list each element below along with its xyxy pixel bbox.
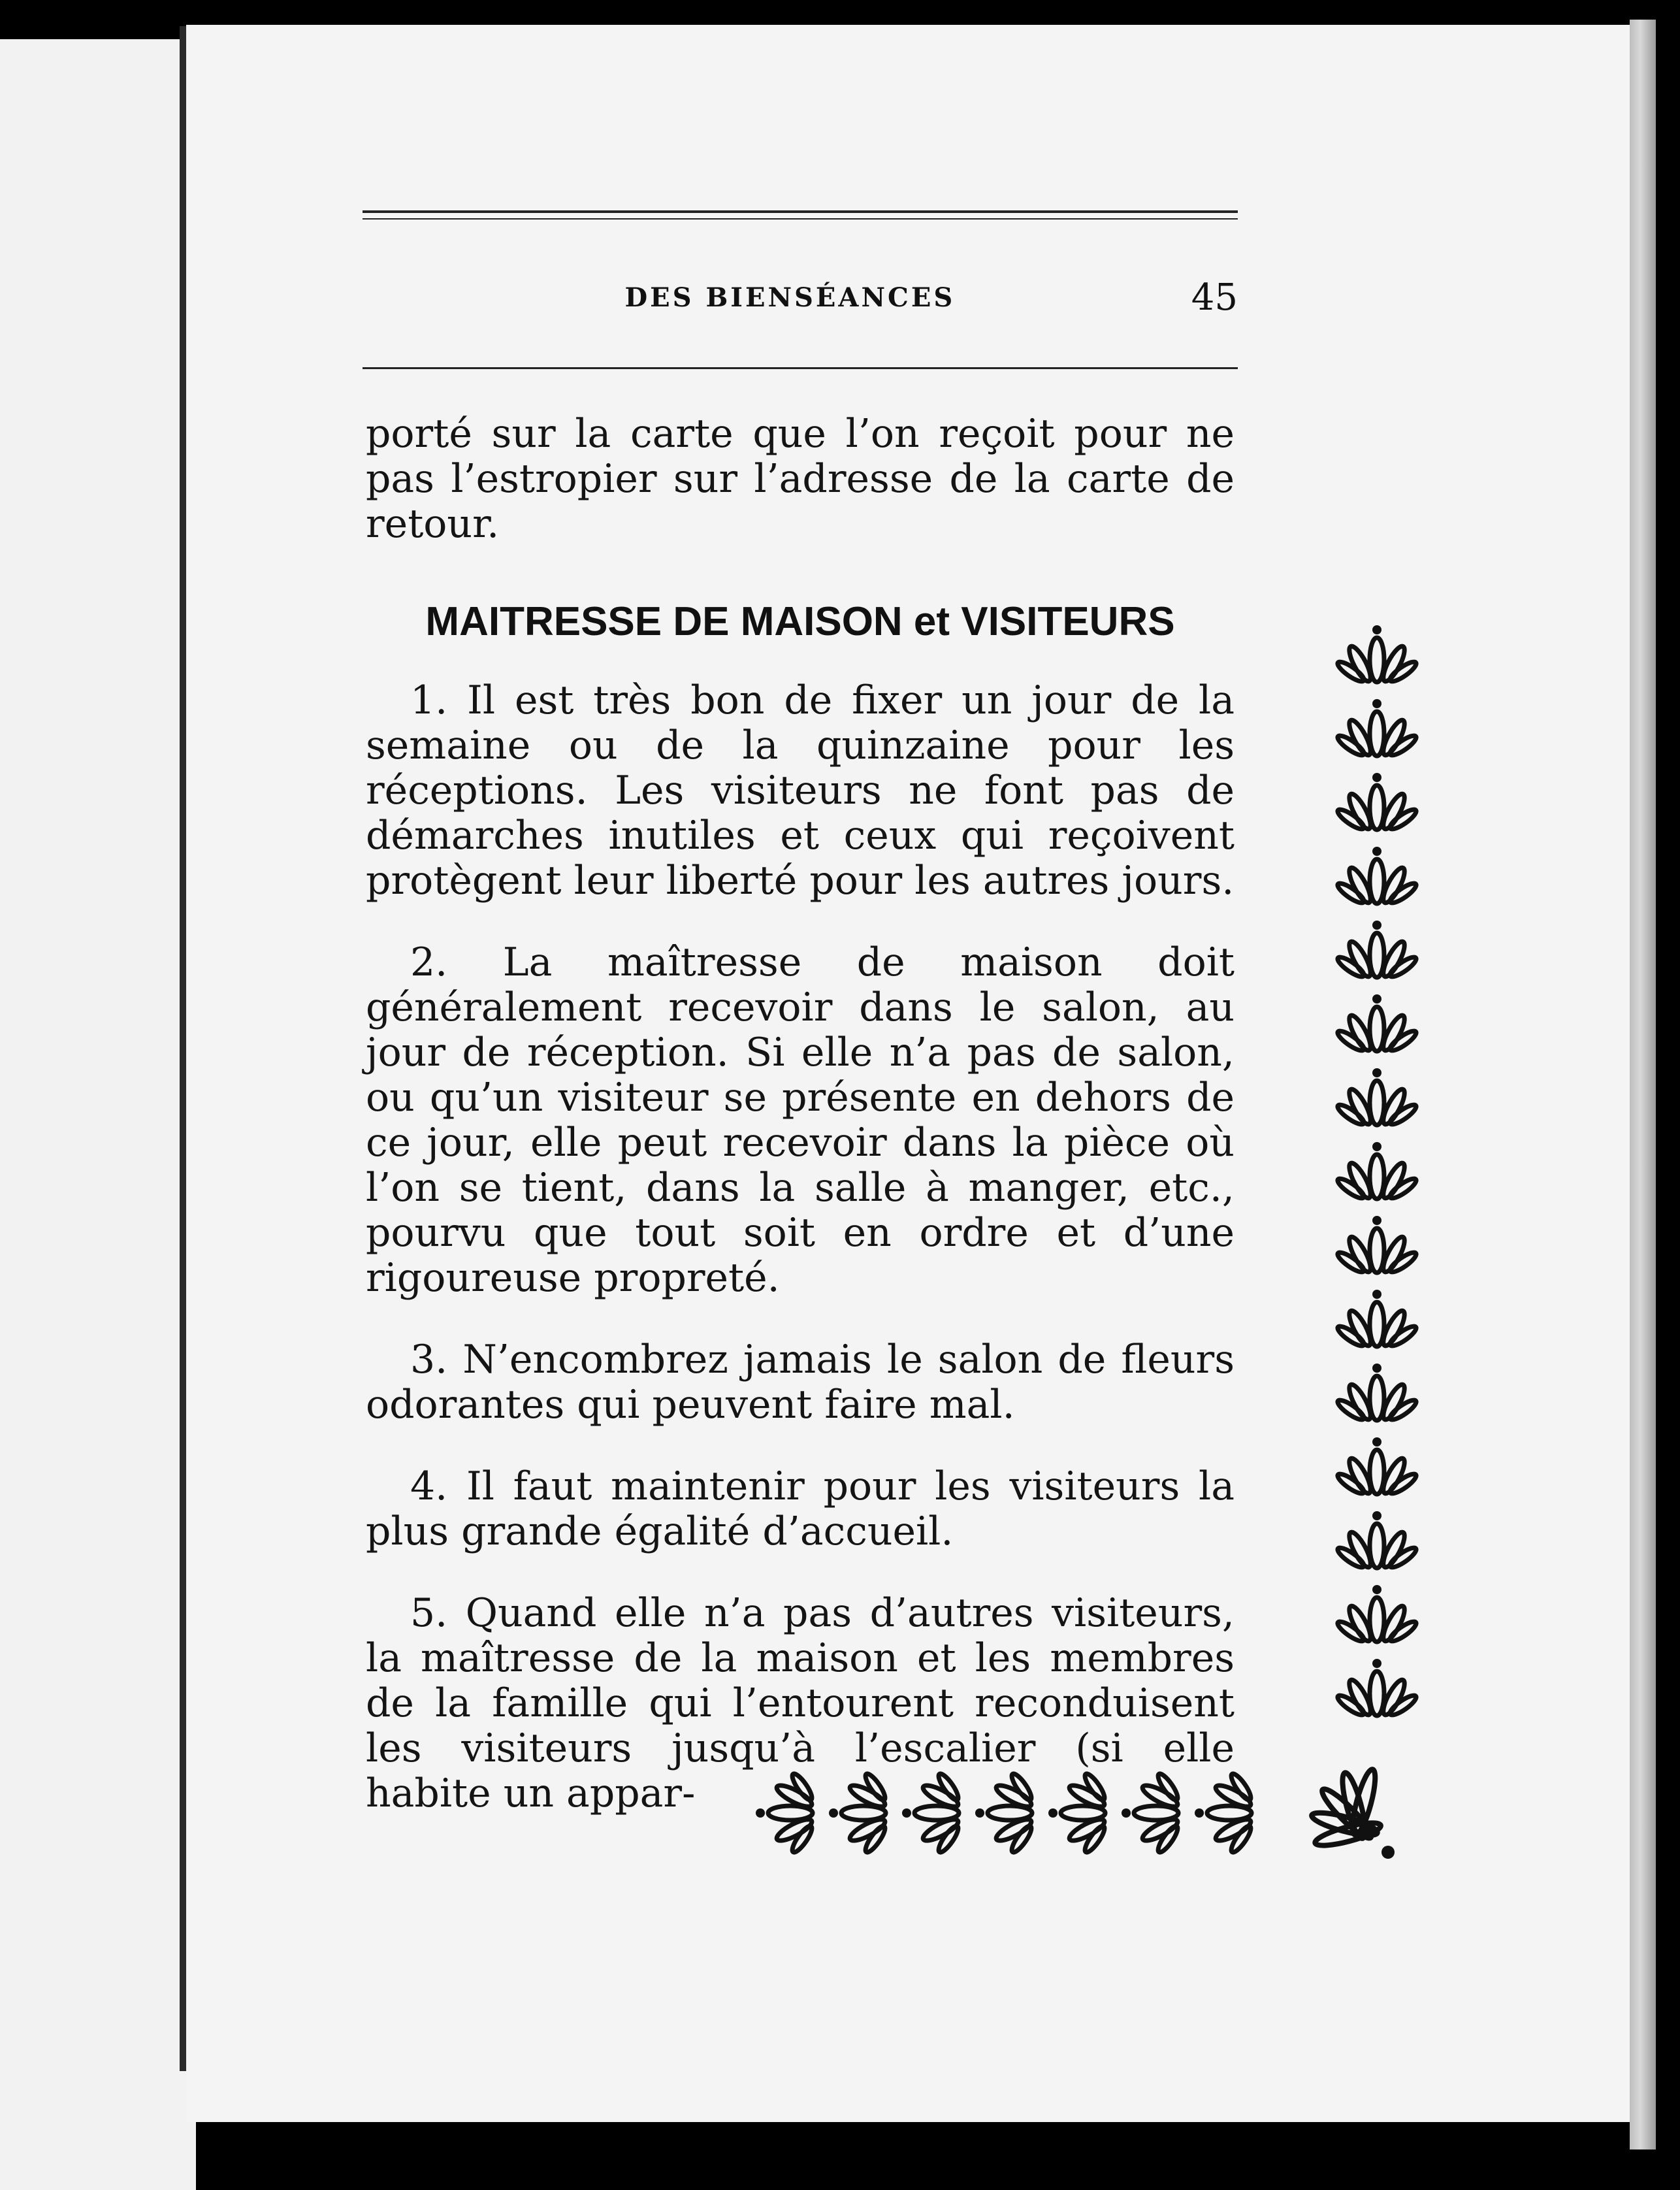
laurel-leaf-cluster: [1195, 1771, 1253, 1854]
laurel-leaf-cluster: [1335, 1290, 1418, 1349]
laurel-leaf-cluster: [1335, 699, 1418, 758]
page-number: 45: [1191, 276, 1238, 319]
laurel-leaf-cluster: [1335, 1511, 1418, 1571]
laurel-leaf-cluster: [1122, 1771, 1180, 1854]
laurel-leaf-cluster: [1048, 1771, 1107, 1854]
numbered-paragraph-1: 1. Il est très bon de fixer un jour de la semaine ou de la quinzaine pour les réceptions. Les visiteurs ne font pas de démarches inutiles et ceux qui reçoivent protègent leur liberté pour les autres jours.: [366, 678, 1235, 904]
laurel-leaf-cluster: [829, 1771, 888, 1854]
continuation-paragraph: porté sur la carte que l’on reçoit pour ne pas l’estropier sur l’adresse de la carte de retour.: [366, 411, 1235, 547]
laurel-leaf-cluster: [1335, 625, 1418, 684]
laurel-leaf-cluster: [1335, 1216, 1418, 1275]
laurel-leaf-cluster: [1335, 1142, 1418, 1201]
laurel-corner-fan: [1310, 1767, 1395, 1859]
numbered-paragraph-2: 2. La maîtresse de maison doit généralement recevoir dans le salon, au jour de réception. Si elle n’a pas de salon, ou qu’un visiteur se présente en dehors de ce jour, elle peut recevoir dans la pièce où l’on se tient, dans la salle à manger, etc., pourvu que tout soit en ordre et d’une rigoureuse propreté.: [366, 940, 1235, 1301]
laurel-leaf-cluster: [1335, 1585, 1418, 1644]
laurel-leaf-cluster: [1335, 1364, 1418, 1423]
laurel-leaf-cluster: [1335, 994, 1418, 1053]
laurel-leaf-cluster: [1335, 847, 1418, 906]
laurel-leaf-cluster: [1335, 1659, 1418, 1718]
laurel-leaf-cluster: [1335, 1068, 1418, 1127]
laurel-border-group: [756, 625, 1419, 1859]
section-heading: MAITRESSE DE MAISON et VISITEURS: [425, 599, 1175, 644]
running-title: DES BIENSÉANCES: [624, 282, 956, 313]
numbered-paragraph-3: 3. N’encombrez jamais le salon de fleurs odorantes qui peuvent faire mal.: [366, 1337, 1235, 1428]
laurel-leaf-cluster: [975, 1771, 1034, 1854]
laurel-leaf-cluster: [756, 1771, 815, 1854]
laurel-leaf-cluster: [902, 1771, 961, 1854]
laurel-leaf-cluster: [1335, 921, 1418, 979]
laurel-leaf-cluster: [1335, 1437, 1418, 1497]
laurel-leaf-cluster: [1335, 773, 1418, 832]
numbered-paragraph-4: 4. Il faut maintenir pour les visiteurs la plus grande égalité d’accueil.: [366, 1463, 1235, 1554]
numbered-paragraph-5: 5. Quand elle n’a pas d’autres visiteurs, la maîtresse de la maison et les membres de la famille qui l’entourent reconduisent les visiteurs jusqu’à l’escalier (si elle habite un appar-: [366, 1590, 1235, 1816]
